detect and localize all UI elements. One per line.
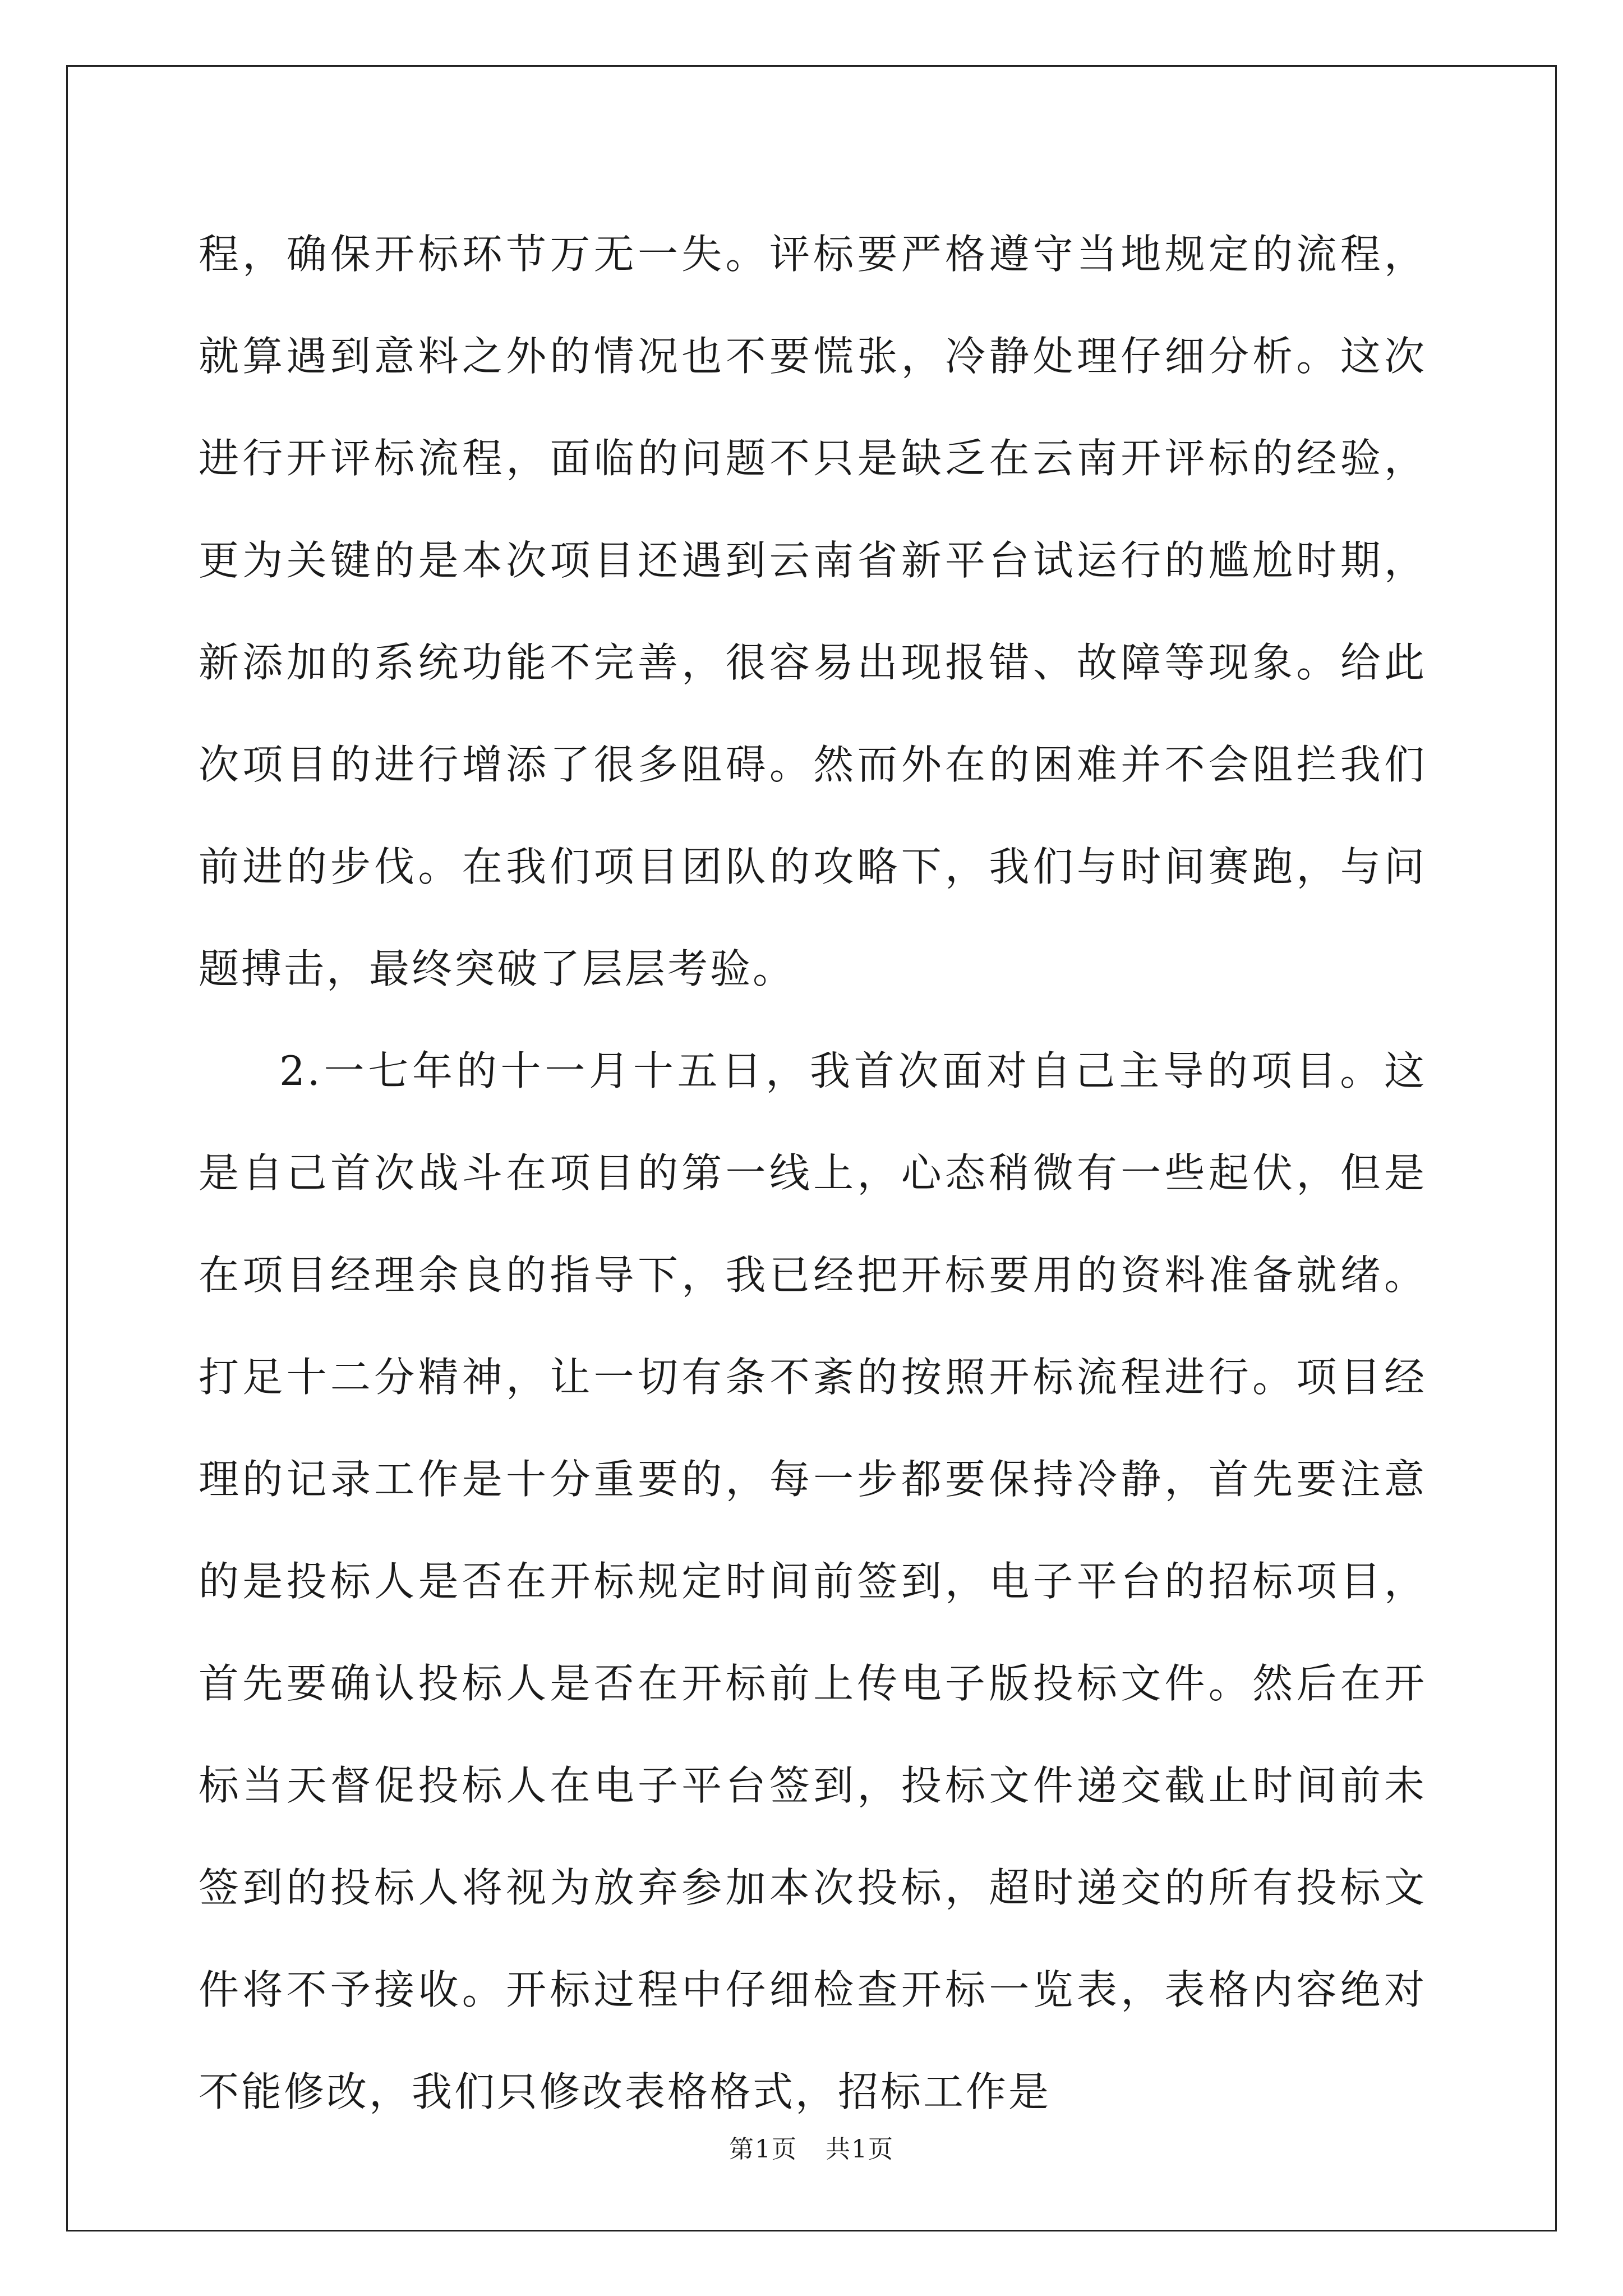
page-total: 共1页 [826, 2135, 894, 2164]
document-body [199, 203, 1427, 2143]
page-number: 第1页 [729, 2135, 797, 2164]
paragraph-1: 程，确保开标环节万无一失。评标要严格遵守当地规定的流程，就算遇到意料之外的情况也不要慌张，冷静处理仔细分析。这次进行开评标流程，面临的问题不只是缺乏在云南开评标的经验，更为关键的是本次项目还遇到云南省新平台试运行的尴尬时期，新添加的系统功能不完善，很容易出现报错、故障等现象。给此次项目的进行增添了很多阻碍。然而外在的困难并不会阻拦我们前进的步伐。在我们项目团队的攻略下，我们与时间赛跑，与问题搏击，最终突破了层层考验。 [199, 231, 1427, 992]
page-footer [0, 2133, 1623, 2166]
paragraph-2: 2.一七年的十一月十五日，我首次面对自己主导的项目。这是自己首次战斗在项目的第一线上，心态稍微有一些起伏，但是在项目经理余良的指导下，我已经把开标要用的资料准备就绪。打足十二分精神，让一切有条不紊的按照开标流程进行。项目经理的记录工作是十分重要的，每一步都要保持冷静，首先要注意的是投标人是否在开标规定时间前签到，电子平台的招标项目，首先要确认投标人是否在开标前上传电子版投标文件。然后在开标当天督促投标人在电子平台签到，投标文件递交截止时间前未签到的投标人将视为放弃参加本次投标，超时递交的所有投标文件将不予接收。开标过程中仔细检查开标一览表，表格内容绝对不能修改，我们只修改表格格式，招标工作是 [199, 1047, 1427, 2115]
